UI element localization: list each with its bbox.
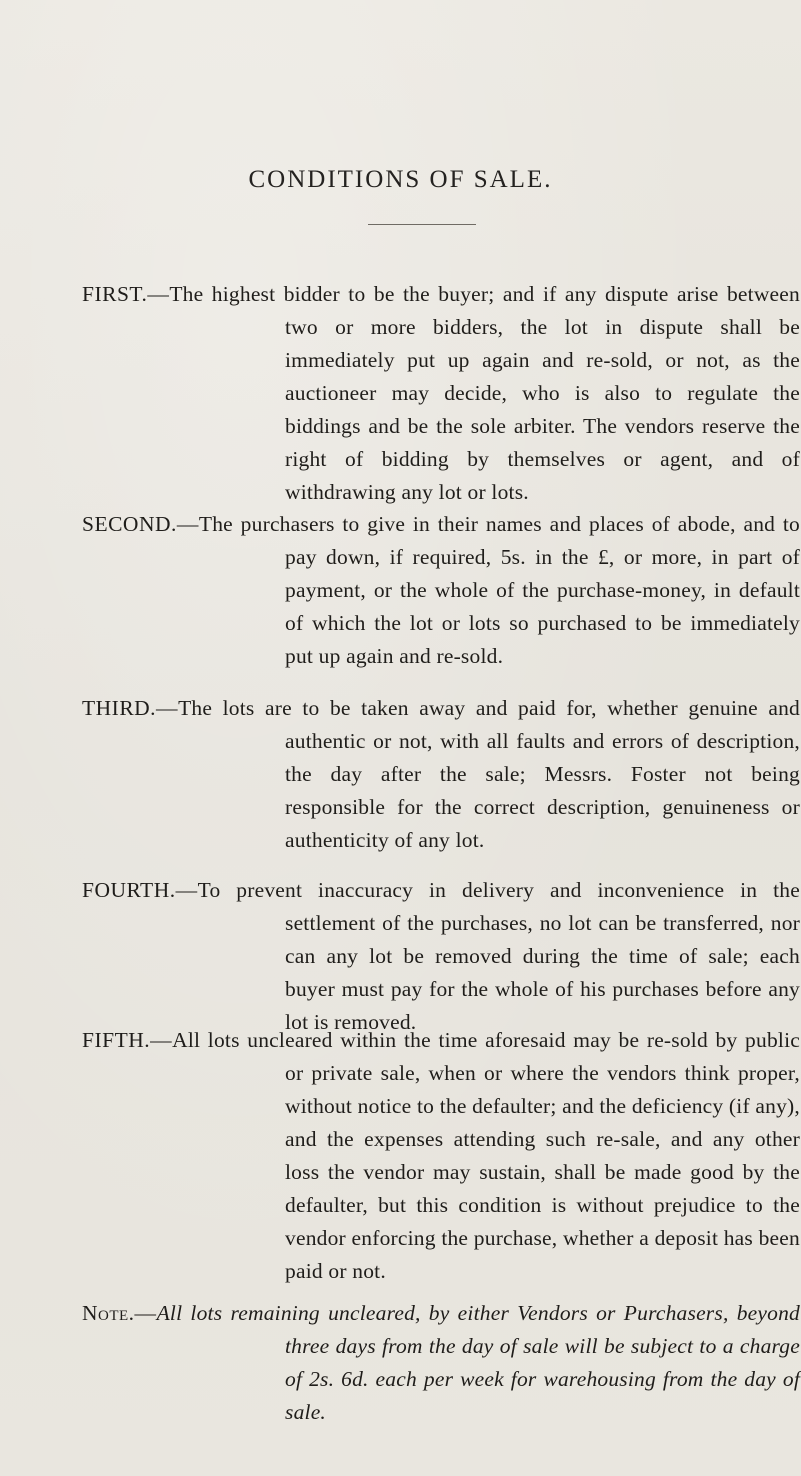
clause-lead: FIRST.— <box>82 282 170 306</box>
note-paragraph <box>82 1297 800 1429</box>
clause-text: The lots are to be taken away and paid for, whether genuine and authentic or not, with all faults and errors of description, the day after the sale; Messrs. Foster not being responsible for the correct description, genuineness or authenticity of any lot. <box>178 696 800 852</box>
clause-text: The highest bidder to be the buyer; and if any dispute arise between two or more bidders, the lot in dispute shall be immediately put up again and re-sold, or not, as the auctioneer may decide, who is also to regulate the biddings and be the sole arbiter. The vendors reserve the right of bidding by themselves or agent, and of withdrawing any lot or lots. <box>169 282 800 504</box>
clause-second <box>82 508 800 673</box>
clause-lead: FOURTH.— <box>82 878 198 902</box>
clause-first <box>82 278 800 509</box>
clause-fourth <box>82 874 800 1039</box>
note-text: All lots remaining uncleared, by either Vendors or Purchasers, beyond three days from the day of sale will be subject to a charge of 2s. 6d. each per week for warehousing from the day of sale. <box>156 1301 800 1424</box>
page-title: CONDITIONS OF SALE. <box>248 166 553 193</box>
title-divider <box>368 224 476 225</box>
note-lead: Note.— <box>82 1301 157 1325</box>
clause-fifth <box>82 1024 800 1288</box>
clause-text: All lots uncleared within the time aforesaid may be re-sold by public or private sale, when or where the vendors think proper, without notice to the defaulter; and the deficiency (if any), and the expenses attending such re-sale, and any other loss the vendor may sustain, shall be made good by the defaulter, but this condition is without prejudice to the vendor enforcing the purchase, whether a deposit has been paid or not. <box>172 1028 800 1283</box>
clause-lead: THIRD.— <box>82 696 179 720</box>
clause-lead: FIFTH.— <box>82 1028 173 1052</box>
clause-third <box>82 692 800 857</box>
clause-text: To prevent inaccuracy in delivery and inconvenience in the settlement of the purchases, no lot can be transferred, nor can any lot be removed during the time of sale; each buyer must pay for the whole of his purchases before any lot is removed. <box>197 878 800 1034</box>
clause-lead: SECOND.— <box>82 512 199 536</box>
clause-text: The purchasers to give in their names and places of abode, and to pay down, if required, 5s. in the £, or more, in part of payment, or the whole of the purchase-money, in default of which the lot or lots so purchased to be immediately put up again and re-sold. <box>198 512 800 668</box>
